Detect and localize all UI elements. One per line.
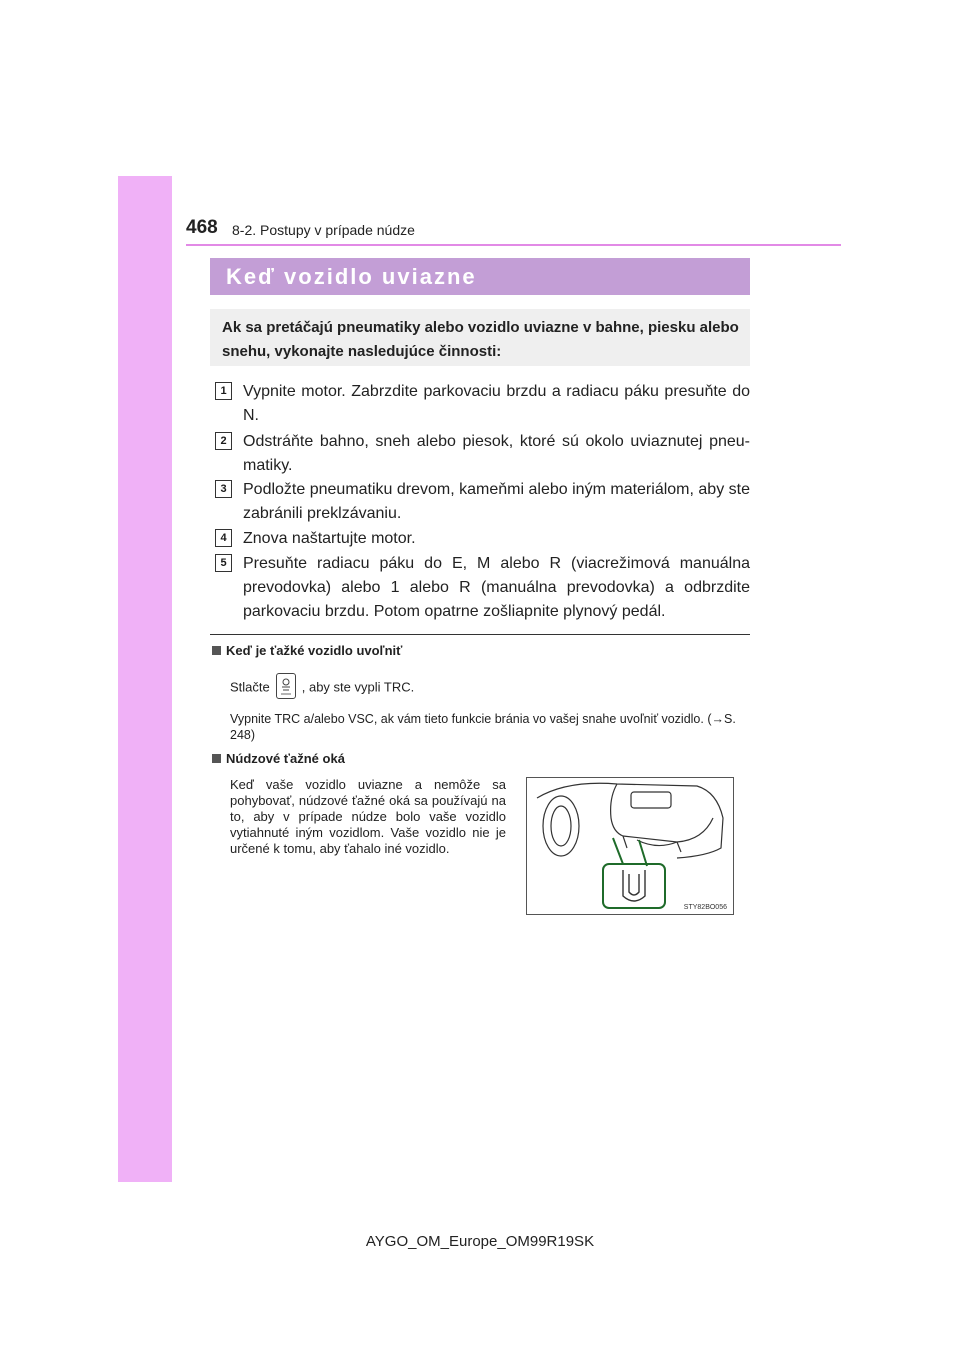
- square-bullet-icon: [212, 646, 221, 655]
- trc-note: Vypnite TRC a/alebo VSC, ak vám tieto funkcie bránia vo vašej snahe uvoľniť vozidlo. (→S. 248): [230, 712, 736, 742]
- step-3: [215, 478, 750, 526]
- trc-instruction: Stlačte , aby ste vypli TRC.: [230, 675, 414, 701]
- intro-box: Ak sa pretáčajú pneumatiky alebo vozidlo uviazne v bahne, piesku alebo snehu, vykonajte nasledujúce činnosti:: [210, 309, 750, 366]
- subheading-towing-eyelets: Núdzové ťažné oká: [212, 751, 345, 766]
- page-title: Keď vozidlo uviazne: [226, 264, 477, 289]
- step-text: Podložte pneumatiku drevom, kameňmi alebo iným materiálom, aby ste zabránili preklzávaniu.: [243, 481, 750, 522]
- step-1: [215, 380, 750, 428]
- section-label: 8-2. Postupy v prípade núdze: [232, 222, 415, 238]
- step-number: 2: [215, 432, 232, 450]
- step-5: [215, 552, 750, 624]
- step-number: 3: [215, 480, 232, 498]
- page-number: 468: [186, 217, 218, 238]
- step-number: 4: [215, 529, 232, 547]
- chapter-sidebar-tab: [118, 176, 172, 1182]
- step-text: Znova naštartujte motor.: [243, 530, 416, 547]
- step-number: 5: [215, 554, 232, 572]
- towing-eyelets-text: Keď vaše vozidlo uviazne a nemôže sa pohybovať, núdzové ťažné oká sa používajú na to, aby v prípade núdze bolo vaše vozidlo vytiahnuté iným vozidlom. Vaše vozidlo nie je určené k tomu, aby ťahalo iné vozidlo.: [230, 777, 506, 856]
- square-bullet-icon: [212, 754, 221, 763]
- step-number: 1: [215, 382, 232, 400]
- step-text: Odstráňte bahno, sneh alebo piesok, ktoré sú okolo uviaznutej pneumatiky.: [243, 433, 750, 474]
- trc-off-switch-icon: [276, 673, 296, 699]
- step-text: Vypnite motor. Zabrzdite parkovaciu brzdu a radiacu páku presuňte do N.: [243, 383, 750, 424]
- subheading-free-vehicle: Keď je ťažké vozidlo uvoľniť: [212, 643, 402, 658]
- header-rule: [186, 244, 841, 246]
- step-4: [215, 527, 750, 551]
- figure-code: STY82BO056: [683, 904, 727, 911]
- document-code-footer: AYGO_OM_Europe_OM99R19SK: [365, 1233, 595, 1250]
- section-divider: [210, 634, 750, 635]
- step-2: [215, 430, 750, 478]
- towing-eyelet-illustration: [526, 777, 734, 915]
- title-bar: [210, 258, 750, 295]
- step-text: Presuňte radiacu páku do E, M alebo R (viacrežimová manuálna prevodovka) alebo 1 alebo R (manuálna prevodovka) a odbrzdite parkovaciu brzdu. Potom opatrne zošliapnite plynový pedál.: [243, 555, 750, 620]
